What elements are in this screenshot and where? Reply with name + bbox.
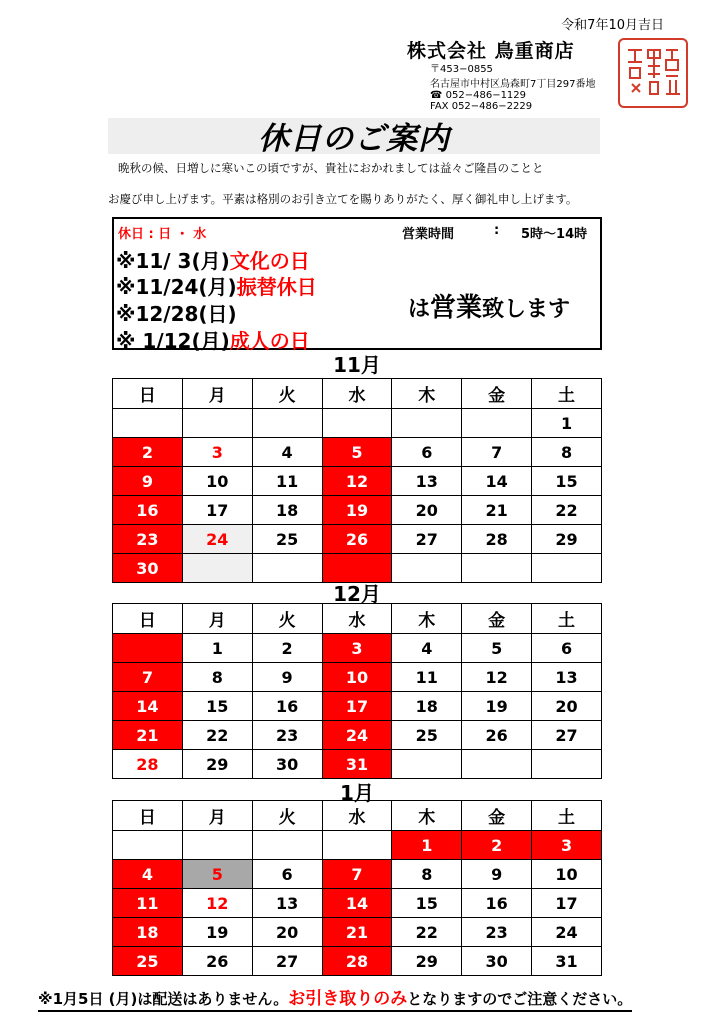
day-cell: 9 xyxy=(113,467,183,496)
footer-post: となりますのでご注意ください。 xyxy=(407,990,633,1008)
day-cell: 13 xyxy=(392,467,462,496)
day-cell: 29 xyxy=(182,750,252,779)
month-label-dec: 12月 xyxy=(333,582,381,606)
day-cell: 25 xyxy=(113,947,183,976)
day-cell xyxy=(392,409,462,438)
day-cell: 19 xyxy=(322,496,392,525)
special-date-1-name: 文化の日 xyxy=(229,249,310,273)
special-date-4-date: ※ 1/12(月) xyxy=(116,329,230,353)
day-cell: 5 xyxy=(462,634,532,663)
day-cell: 12 xyxy=(322,467,392,496)
day-cell xyxy=(392,554,462,583)
day-cell: 14 xyxy=(462,467,532,496)
company-seal xyxy=(618,38,688,108)
day-cell: 29 xyxy=(532,525,602,554)
day-cell: 27 xyxy=(532,721,602,750)
day-cell: 16 xyxy=(462,889,532,918)
day-cell: 2 xyxy=(462,831,532,860)
day-cell xyxy=(462,750,532,779)
weekday-header: 日 xyxy=(113,379,183,409)
week-row xyxy=(113,750,602,779)
day-cell: 22 xyxy=(182,721,252,750)
weekday-header-row xyxy=(113,801,602,831)
week-row xyxy=(113,889,602,918)
company-address-block xyxy=(430,60,610,120)
weekday-header: 水 xyxy=(322,379,392,409)
special-date-2 xyxy=(116,271,317,300)
day-cell: 12 xyxy=(182,889,252,918)
greeting-line-1: 晩秋の候、日増しに寒いこの頃ですが、貴社におかれましては益々ご隆昌のことと xyxy=(118,161,544,175)
week-row xyxy=(113,409,602,438)
day-cell xyxy=(392,750,462,779)
day-cell: 21 xyxy=(322,918,392,947)
day-cell xyxy=(182,831,252,860)
hours-label: 営業時間 xyxy=(402,227,455,242)
day-cell: 25 xyxy=(392,721,462,750)
footer-notice xyxy=(38,984,632,1012)
holiday-label: 休日 : 日 ・ 水 xyxy=(118,227,207,242)
week-row xyxy=(113,947,602,976)
day-cell: 11 xyxy=(252,467,322,496)
open-message xyxy=(408,287,570,324)
day-cell: 5 xyxy=(322,438,392,467)
special-date-3-date: ※12/28(日) xyxy=(116,302,237,326)
special-date-2-name: 振替休日 xyxy=(236,275,317,299)
day-cell: 28 xyxy=(462,525,532,554)
day-cell: 10 xyxy=(182,467,252,496)
day-cell: 26 xyxy=(182,947,252,976)
weekday-header: 木 xyxy=(392,801,462,831)
weekday-header: 土 xyxy=(532,379,602,409)
day-cell: 20 xyxy=(532,692,602,721)
special-date-2-date: ※11/24(月) xyxy=(116,275,237,299)
day-cell: 18 xyxy=(392,692,462,721)
weekday-header: 月 xyxy=(182,801,252,831)
day-cell: 6 xyxy=(392,438,462,467)
week-row xyxy=(113,496,602,525)
day-cell: 28 xyxy=(322,947,392,976)
fax: FAX 052−486−2229 xyxy=(430,101,533,112)
week-row xyxy=(113,554,602,583)
day-cell: 31 xyxy=(322,750,392,779)
footer-highlight: お引き取りのみ xyxy=(288,989,408,1009)
day-cell: 1 xyxy=(182,634,252,663)
day-cell: 23 xyxy=(252,721,322,750)
weekday-header: 月 xyxy=(182,604,252,634)
address: 名古屋市中村区鳥森町7丁目297番地 xyxy=(430,79,596,90)
day-cell: 10 xyxy=(322,663,392,692)
day-cell: 17 xyxy=(532,889,602,918)
day-cell: 9 xyxy=(252,663,322,692)
day-cell: 29 xyxy=(392,947,462,976)
week-row xyxy=(113,918,602,947)
weekday-header: 水 xyxy=(322,801,392,831)
day-cell: 18 xyxy=(113,918,183,947)
day-cell: 14 xyxy=(322,889,392,918)
special-date-1 xyxy=(116,245,310,274)
day-cell: 31 xyxy=(532,947,602,976)
holiday-info-box xyxy=(112,217,602,353)
day-cell: 3 xyxy=(322,634,392,663)
special-date-4-name: 成人の日 xyxy=(229,329,310,353)
week-row xyxy=(113,438,602,467)
day-cell: 23 xyxy=(113,525,183,554)
day-cell: 18 xyxy=(252,496,322,525)
day-cell xyxy=(182,409,252,438)
special-date-1-date: ※11/ 3(月) xyxy=(116,249,230,273)
day-cell: 16 xyxy=(252,692,322,721)
day-cell: 1 xyxy=(392,831,462,860)
day-cell: 19 xyxy=(182,918,252,947)
day-cell: 21 xyxy=(113,721,183,750)
footer-pre: ※1月5日 (月)は配送はありません。 xyxy=(38,990,289,1008)
day-cell: 10 xyxy=(532,860,602,889)
day-cell xyxy=(182,554,252,583)
day-cell: 7 xyxy=(322,860,392,889)
calendar-nov xyxy=(112,378,602,583)
day-cell: 7 xyxy=(462,438,532,467)
day-cell: 28 xyxy=(113,750,183,779)
weekday-header: 日 xyxy=(113,604,183,634)
weekday-header: 月 xyxy=(182,379,252,409)
day-cell xyxy=(322,554,392,583)
day-cell: 21 xyxy=(462,496,532,525)
day-cell: 26 xyxy=(322,525,392,554)
weekday-header: 金 xyxy=(462,801,532,831)
weekday-header: 土 xyxy=(532,604,602,634)
day-cell: 1 xyxy=(532,409,602,438)
calendar-dec xyxy=(112,603,602,779)
day-cell: 20 xyxy=(252,918,322,947)
issue-date: 令和7年10月吉日 xyxy=(561,18,664,33)
day-cell: 24 xyxy=(532,918,602,947)
week-row xyxy=(113,831,602,860)
day-cell: 22 xyxy=(532,496,602,525)
day-cell xyxy=(113,409,183,438)
month-label-nov: 11月 xyxy=(333,353,381,377)
weekday-header: 木 xyxy=(392,379,462,409)
day-cell: 30 xyxy=(252,750,322,779)
week-row xyxy=(113,663,602,692)
weekday-header: 火 xyxy=(252,801,322,831)
day-cell xyxy=(113,831,183,860)
day-cell xyxy=(113,634,183,663)
day-cell: 5 xyxy=(182,860,252,889)
weekday-header: 金 xyxy=(462,604,532,634)
day-cell: 13 xyxy=(532,663,602,692)
week-row xyxy=(113,467,602,496)
day-cell: 3 xyxy=(532,831,602,860)
day-cell: 24 xyxy=(322,721,392,750)
special-date-3 xyxy=(116,298,237,327)
day-cell: 8 xyxy=(532,438,602,467)
day-cell: 19 xyxy=(462,692,532,721)
day-cell: 2 xyxy=(113,438,183,467)
weekday-header: 水 xyxy=(322,604,392,634)
day-cell xyxy=(322,409,392,438)
day-cell: 12 xyxy=(462,663,532,692)
day-cell: 6 xyxy=(252,860,322,889)
day-cell xyxy=(532,750,602,779)
day-cell: 14 xyxy=(113,692,183,721)
seal-graphic xyxy=(620,40,686,106)
day-cell: 15 xyxy=(392,889,462,918)
week-row xyxy=(113,634,602,663)
week-row xyxy=(113,860,602,889)
weekday-header: 土 xyxy=(532,801,602,831)
calendar-jan xyxy=(112,800,602,976)
day-cell: 27 xyxy=(392,525,462,554)
weekday-header: 火 xyxy=(252,379,322,409)
day-cell: 25 xyxy=(252,525,322,554)
day-cell: 4 xyxy=(113,860,183,889)
day-cell: 3 xyxy=(182,438,252,467)
day-cell xyxy=(462,409,532,438)
weekday-header: 木 xyxy=(392,604,462,634)
weekday-header-row xyxy=(113,604,602,634)
page-title: 休日のご案内 xyxy=(258,121,450,157)
day-cell: 24 xyxy=(182,525,252,554)
weekday-header-row xyxy=(113,379,602,409)
weekday-header: 火 xyxy=(252,604,322,634)
weekday-header: 金 xyxy=(462,379,532,409)
day-cell: 13 xyxy=(252,889,322,918)
open-message-big: 営業 xyxy=(430,293,483,323)
day-cell: 2 xyxy=(252,634,322,663)
day-cell: 7 xyxy=(113,663,183,692)
week-row xyxy=(113,525,602,554)
day-cell: 26 xyxy=(462,721,532,750)
day-cell: 8 xyxy=(182,663,252,692)
weekday-header: 日 xyxy=(113,801,183,831)
open-message-post: 致します xyxy=(482,297,571,322)
day-cell: 17 xyxy=(182,496,252,525)
day-cell: 22 xyxy=(392,918,462,947)
greeting-line-2: お慶び申し上げます。平素は格別のお引き立てを賜りありがたく、厚く御礼申し上げます。 xyxy=(108,192,578,206)
day-cell: 20 xyxy=(392,496,462,525)
day-cell: 27 xyxy=(252,947,322,976)
day-cell: 17 xyxy=(322,692,392,721)
day-cell xyxy=(532,554,602,583)
tel: ☎ 052−486−1129 xyxy=(430,90,527,101)
day-cell: 4 xyxy=(392,634,462,663)
day-cell: 4 xyxy=(252,438,322,467)
company-name: 株式会社 鳥重商店 xyxy=(407,40,575,62)
day-cell: 6 xyxy=(532,634,602,663)
open-message-pre: は xyxy=(408,297,431,322)
day-cell xyxy=(462,554,532,583)
day-cell: 11 xyxy=(113,889,183,918)
day-cell: 11 xyxy=(392,663,462,692)
hours-separator: : xyxy=(494,223,500,238)
month-label-jan: 1月 xyxy=(340,781,374,805)
day-cell: 16 xyxy=(113,496,183,525)
day-cell xyxy=(252,409,322,438)
day-cell xyxy=(322,831,392,860)
day-cell: 9 xyxy=(462,860,532,889)
day-cell: 15 xyxy=(532,467,602,496)
hours-value: 5時〜14時 xyxy=(521,227,588,242)
week-row xyxy=(113,692,602,721)
day-cell: 15 xyxy=(182,692,252,721)
day-cell: 23 xyxy=(462,918,532,947)
day-cell xyxy=(252,554,322,583)
postal-code: 〒453−0855 xyxy=(430,64,493,75)
day-cell: 8 xyxy=(392,860,462,889)
week-row xyxy=(113,721,602,750)
day-cell xyxy=(252,831,322,860)
day-cell: 30 xyxy=(113,554,183,583)
day-cell: 30 xyxy=(462,947,532,976)
